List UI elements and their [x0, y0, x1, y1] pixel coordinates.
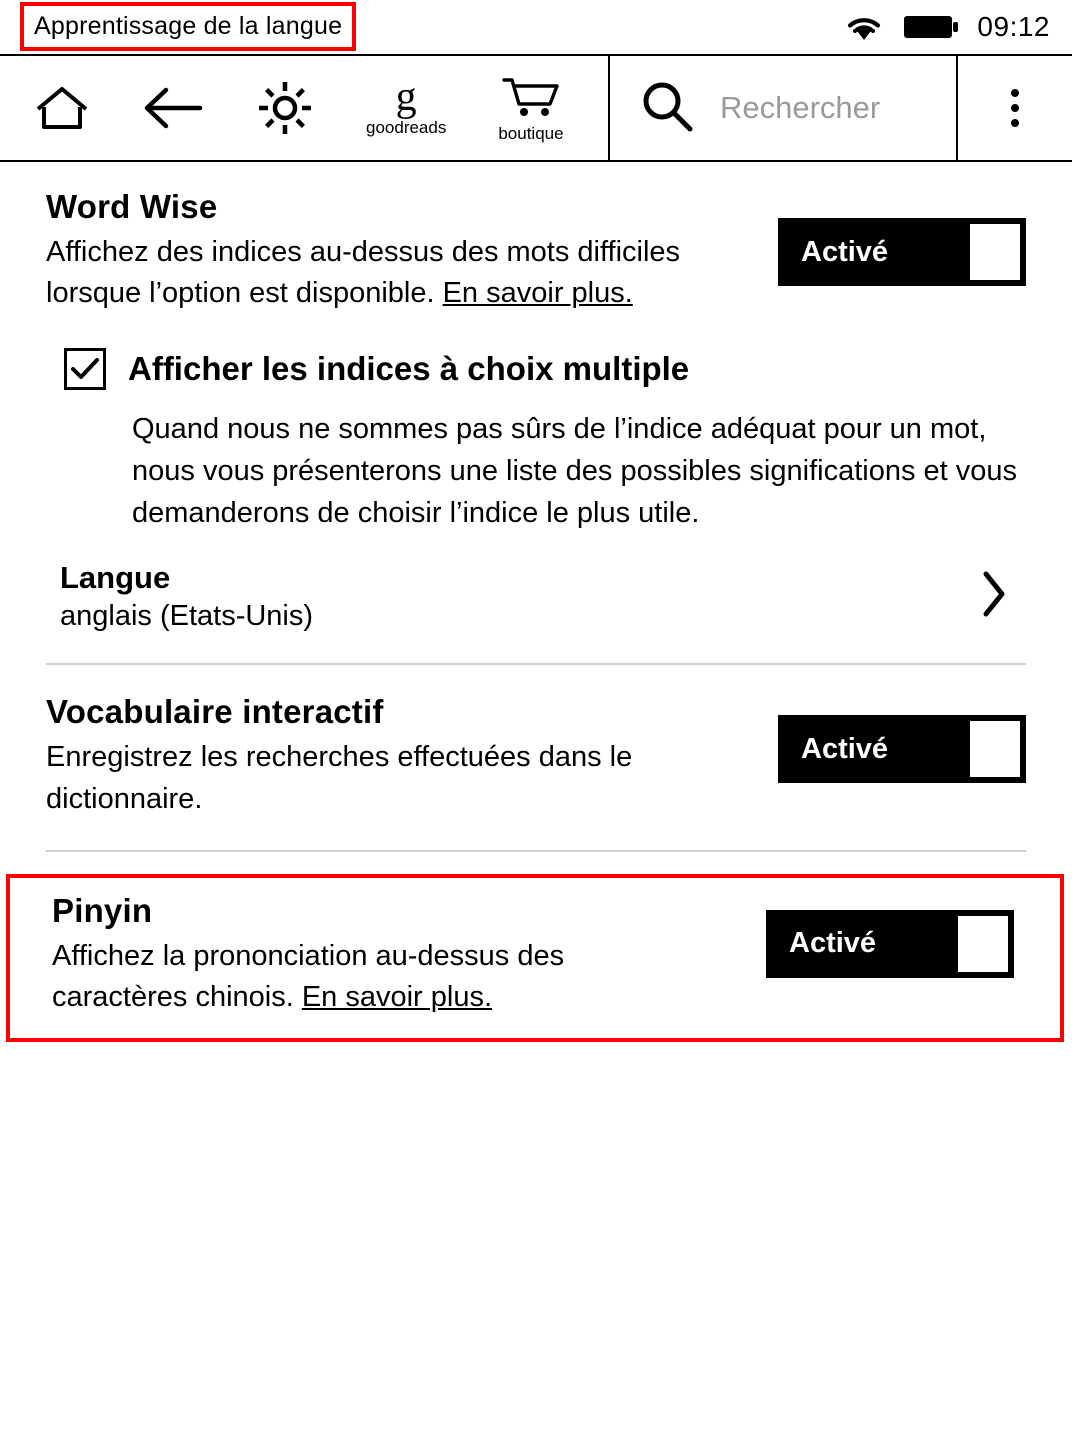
wifi-icon: [843, 11, 885, 43]
word-wise-toggle[interactable]: [778, 218, 1026, 286]
word-wise-description: [46, 232, 706, 314]
pinyin-title: Pinyin: [52, 891, 153, 929]
word-wise-learn-more-link[interactable]: En savoir plus.: [442, 277, 633, 310]
status-indicators: [843, 11, 1050, 43]
store-button[interactable]: [498, 74, 563, 142]
language-text: [60, 560, 313, 633]
pinyin-toggle[interactable]: [766, 910, 1014, 978]
goodreads-glyph: g: [395, 74, 417, 121]
pinyin-description: [52, 936, 702, 1018]
section-pinyin: [46, 878, 1026, 1036]
section-word-wise: [46, 162, 1026, 633]
goodreads-button[interactable]: [366, 74, 447, 137]
battery-icon: [903, 12, 959, 42]
language-row[interactable]: [46, 560, 1026, 633]
search-bar[interactable]: [608, 56, 958, 160]
word-wise-text: [46, 188, 706, 314]
word-wise-row: [46, 188, 1026, 314]
pinyin-learn-more-link[interactable]: En savoir plus.: [301, 981, 493, 1013]
overflow-dots: [1011, 89, 1019, 127]
vocabulary-toggle-label: Activé: [801, 732, 889, 765]
pinyin-description-text: Affichez la prononciation au-dessus des caractères chinois.: [52, 939, 565, 1013]
settings-content: [0, 162, 1072, 1036]
page-title: Apprentissage de la langue: [34, 11, 343, 40]
store-label: boutique: [498, 124, 564, 143]
home-icon[interactable]: [34, 83, 90, 133]
vocabulary-toggle-knob: [967, 718, 1023, 780]
vocabulary-row: [46, 693, 1026, 819]
word-wise-toggle-label: Activé: [801, 235, 889, 268]
clock: 09:12: [977, 11, 1050, 42]
word-wise-toggle-knob: [967, 221, 1023, 283]
search-icon: [640, 79, 694, 138]
language-title: Langue: [60, 560, 171, 596]
language-value: anglais (Etats-Unis): [60, 600, 314, 633]
multiple-choice-hints-checkbox-row[interactable]: [46, 348, 1026, 390]
pinyin-toggle-knob: [955, 913, 1011, 975]
vocabulary-toggle[interactable]: [778, 715, 1026, 783]
vocabulary-title: Vocabulaire interactif: [46, 693, 384, 731]
word-wise-description-text: Affichez des indices au-dessus des mots difficiles lorsque l’option est disponible.: [46, 236, 681, 310]
divider-2: [46, 850, 1026, 852]
pinyin-text: [52, 892, 702, 1018]
multiple-choice-hints-description: Quand nous ne sommes pas sûrs de l’indice adéquat pour un mot, nous vous présenterons une liste des possibles significations et vous demanderons de choisir l’indice le plus utile.: [132, 413, 1018, 530]
multiple-choice-hints-checkbox[interactable]: [64, 348, 106, 390]
word-wise-title: Word Wise: [46, 188, 218, 225]
status-title-highlight-wrapper: [26, 8, 350, 47]
cart-icon: [500, 74, 562, 122]
multiple-choice-hints-label: Afficher les indices à choix multiple: [128, 350, 690, 388]
chevron-right-icon[interactable]: [980, 569, 1026, 624]
section-vocabulary-builder: [46, 665, 1026, 819]
vocabulary-text: [46, 693, 706, 819]
vocabulary-description: Enregistrez les recherches effectuées dans le dictionnaire.: [46, 741, 633, 815]
search-input[interactable]: Rechercher: [720, 90, 881, 125]
back-arrow-icon[interactable]: [142, 84, 204, 132]
status-bar: [0, 0, 1072, 54]
toolbar: [0, 54, 1072, 162]
gear-icon[interactable]: [256, 79, 314, 137]
toolbar-left-icons: [0, 56, 608, 160]
overflow-menu-icon[interactable]: [958, 56, 1072, 160]
pinyin-row: [52, 892, 1014, 1018]
pinyin-toggle-label: Activé: [789, 927, 877, 960]
goodreads-label: goodreads: [366, 117, 447, 137]
